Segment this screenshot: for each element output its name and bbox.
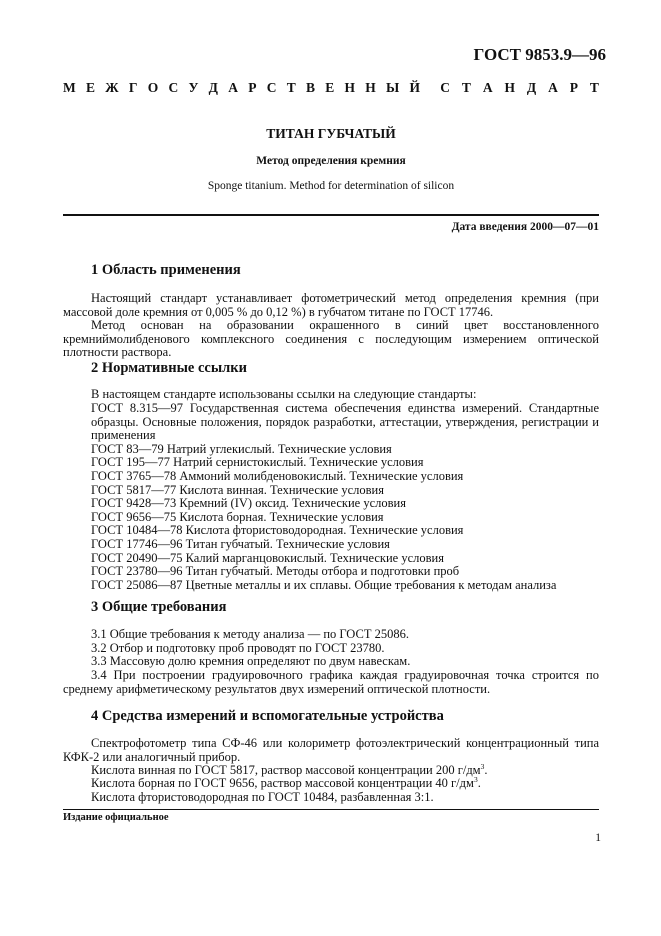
section-1-paragraph-2: Метод основан на образовании окрашенного в синий цвет восстановленного кремниймолибденового комплексного соединения с последующим измерением оптической плотности раствора. — [63, 318, 599, 360]
reference-item: ГОСТ 9656—75 Кислота борная. Технические условия — [91, 509, 384, 524]
reference-item: ГОСТ 10484—78 Кислота фтористоводородная. Технические условия — [91, 523, 464, 538]
banner-letter: О — [147, 80, 159, 95]
requirement-item: 3.3 Массовую долю кремния определяют по двум навескам. — [91, 654, 411, 669]
banner-letter: М — [63, 80, 76, 95]
banner-letter: А — [228, 80, 238, 95]
boric-acid-line: Кислота борная по ГОСТ 9656, раствор массовой концентрации 40 $г/дм^3$. — [91, 774, 481, 790]
section-2-intro: В настоящем стандарте использованы ссылки на следующие стандарты: — [91, 387, 477, 401]
official-edition-label: Издание официальное — [63, 812, 169, 823]
banner-letter: У — [188, 80, 199, 95]
footer-divider — [63, 809, 599, 810]
page-number: 1 — [595, 832, 601, 844]
banner-letter: С — [440, 80, 450, 95]
banner-letter: Р — [569, 80, 578, 95]
requirement-item: 3.2 Отбор и подготовку проб проводят по ГОСТ 23780. — [91, 640, 385, 655]
section-4-heading: 4 Средства измерений и вспомогательные устройства — [91, 708, 444, 724]
banner-letter: Н — [344, 80, 356, 95]
reference-item: ГОСТ 83—79 Натрий углекислый. Технические условия — [91, 441, 392, 456]
banner-letter: Д — [208, 80, 218, 95]
banner-letter: В — [305, 80, 315, 95]
banner-letter: Е — [325, 80, 335, 95]
banner-letter: А — [482, 80, 493, 95]
section-2-heading: 2 Нормативные ссылки — [91, 360, 247, 376]
date-of-introduction: Дата введения 2000—07—01 — [451, 221, 599, 233]
reference-item: ГОСТ 8.315—97 Государственная система обеспечения единства измерений. Стандартные образцы. Основные положения, порядок разработки, аттестации, утверждения, регистрации и применения — [91, 401, 599, 443]
banner-letter: Т — [589, 80, 599, 95]
banner-letter: Т — [286, 80, 296, 95]
banner-letter: Ы — [386, 80, 400, 95]
requirement-3-4: 3.4 При построении градуировочного графика каждая градуировочная точка строится по среднему арифметическому результатов двух измерений оптической плотности. — [63, 668, 599, 696]
banner-word-standard — [440, 80, 599, 96]
section-1-heading: 1 Область применения — [91, 262, 241, 278]
banner-letter: Й — [409, 80, 421, 95]
title-divider — [63, 214, 599, 216]
section-1-paragraph-1: Настоящий стандарт устанавливает фотометрический метод определения кремния (при массовой доле кремния от 0,005 % до 0,12 %) в губчатом титане по ГОСТ 17746. — [63, 291, 599, 319]
banner-letter: С — [266, 80, 277, 95]
banner-letter: Г — [128, 80, 138, 95]
hydrofluoric-acid-line: Кислота фтористоводородная по ГОСТ 10484, разбавленная 3:1. — [91, 790, 434, 804]
interstate-standard-banner — [63, 80, 599, 96]
banner-letter: Е — [86, 80, 96, 95]
reference-item: ГОСТ 3765—78 Аммоний молибденовокислый. Технические условия — [91, 468, 464, 483]
tartaric-acid-line: Кислота винная по ГОСТ 5817, раствор массовой концентрации 200 $г/дм^3$. — [91, 761, 488, 777]
reference-item: ГОСТ 23780—96 Титан губчатый. Методы отбора и подготовки проб — [91, 564, 460, 579]
document-english-title: Sponge titanium. Method for determination of silicon — [207, 180, 455, 192]
reference-item: ГОСТ 20490—75 Калий марганцовокислый. Технические условия — [91, 550, 444, 565]
banner-letter: Т — [461, 80, 471, 95]
requirement-item: 3.1 Общие требования к методу анализа — по ГОСТ 25086. — [91, 627, 409, 641]
reference-item: ГОСТ 17746—96 Титан губчатый. Технические условия — [91, 536, 390, 551]
reference-item: ГОСТ 5817—77 Кислота винная. Технические условия — [91, 482, 384, 497]
reference-item: ГОСТ 195—77 Натрий сернистокислый. Технические условия — [91, 455, 424, 470]
reference-item: ГОСТ 25086—87 Цветные металлы и их сплавы. Общие требования к методам анализа — [91, 577, 557, 592]
reference-item: ГОСТ 9428—73 Кремний (IV) оксид. Технические условия — [91, 496, 406, 511]
banner-letter: Д — [526, 80, 537, 95]
banner-letter: А — [548, 80, 558, 95]
section-3-heading: 3 Общие требования — [91, 599, 227, 615]
document-title: ТИТАН ГУБЧАТЫЙ — [266, 126, 396, 141]
banner-letter: Р — [248, 80, 257, 95]
document-subtitle: Метод определения кремния — [256, 155, 406, 167]
section-4-paragraph-1: Спектрофотометр типа СФ-46 или колориметр фотоэлектрический концентрационный типа КФК-2 или аналогичный прибор. — [63, 736, 599, 764]
normative-references-list — [63, 402, 599, 592]
banner-letter: С — [168, 80, 179, 95]
banner-word-interstate — [63, 80, 420, 96]
general-requirements-list — [63, 628, 599, 669]
banner-letter: Н — [365, 80, 376, 95]
banner-letter: Ж — [105, 80, 119, 95]
banner-letter: Н — [504, 80, 515, 95]
gost-code: ГОСТ 9853.9—96 — [473, 45, 606, 64]
